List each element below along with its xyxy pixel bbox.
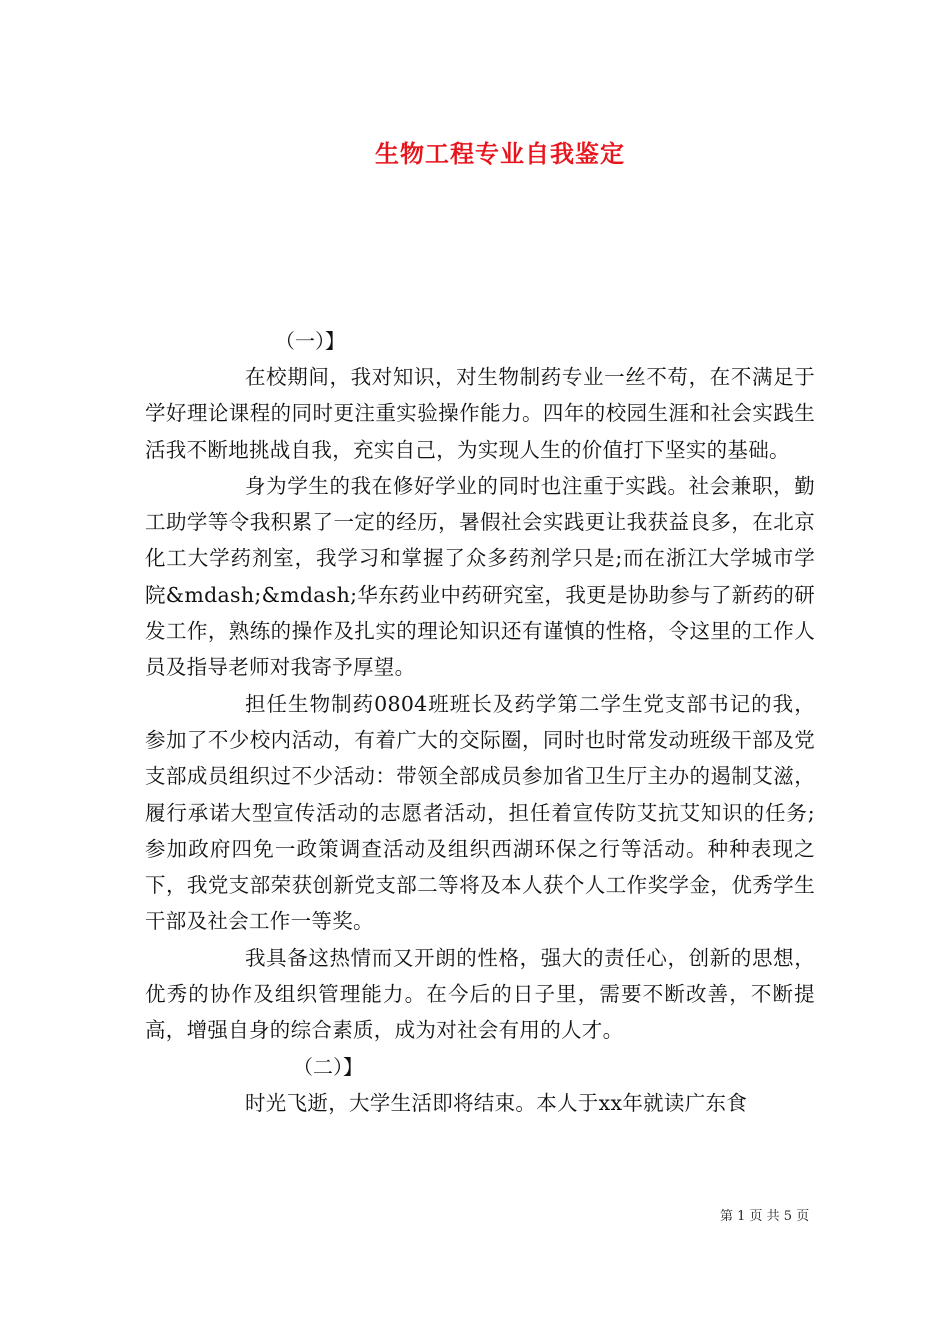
paragraph: 时光飞逝，大学生活即将结束。本人于xx年就读广东食 [245, 1090, 748, 1115]
document-title: 生物工程专业自我鉴定 [375, 140, 625, 168]
section-heading-1: （一）】 [275, 329, 345, 353]
paragraph: 我具备这热情而又开朗的性格，强大的责任心，创新的思想，优秀的协作及组织管理能力。在今后的日子里，需要不断改善，不断提高，增强自身的综合素质，成为对社会有用的人才。 [145, 945, 815, 1043]
paragraph: 身为学生的我在修好学业的同时也注重于实践。社会兼职，勤工助学等令我积累了一定的经历，暑假社会实践更让我获益良多，在北京化工大学药剂室，我学习和掌握了众多药剂学只是;而在浙江大学城市学院&mdash;&mdash;华东药业中药研究室，我更是协助参与了新药的研发工作，熟练的操作及扎实的理论知识还有谨慎的性格，令这里的工作人员及指导老师对我寄予厚望。 [145, 473, 815, 680]
paragraph: 在校期间，我对知识，对生物制药专业一丝不苟，在不满足于学好理论课程的同时更注重实验操作能力。四年的校园生涯和社会实践生活我不断地挑战自我，充实自己，为实现人生的价值打下坚实的基础。 [145, 365, 815, 462]
page-number-footer: 第 1 页 共 5 页 [720, 1209, 810, 1224]
section-heading-2: （二）】 [293, 1054, 363, 1079]
document-body [145, 323, 815, 1121]
paragraph: 担任生物制药0804班班长及药学第二学生党支部书记的我，参加了不少校内活动，有着广大的交际圈，同时也时常发动班级干部及党支部成员组织过不少活动：带领全部成员参加省卫生厅主办的遏制艾滋，履行承诺大型宣传活动的志愿者活动，担任着宣传防艾抗艾知识的任务;参加政府四免一政策调查活动及组织西湖环保之行等活动。种种表现之下，我党支部荣获创新党支部二等将及本人获个人工作奖学金，优秀学生干部及社会工作一等奖。 [145, 691, 815, 934]
